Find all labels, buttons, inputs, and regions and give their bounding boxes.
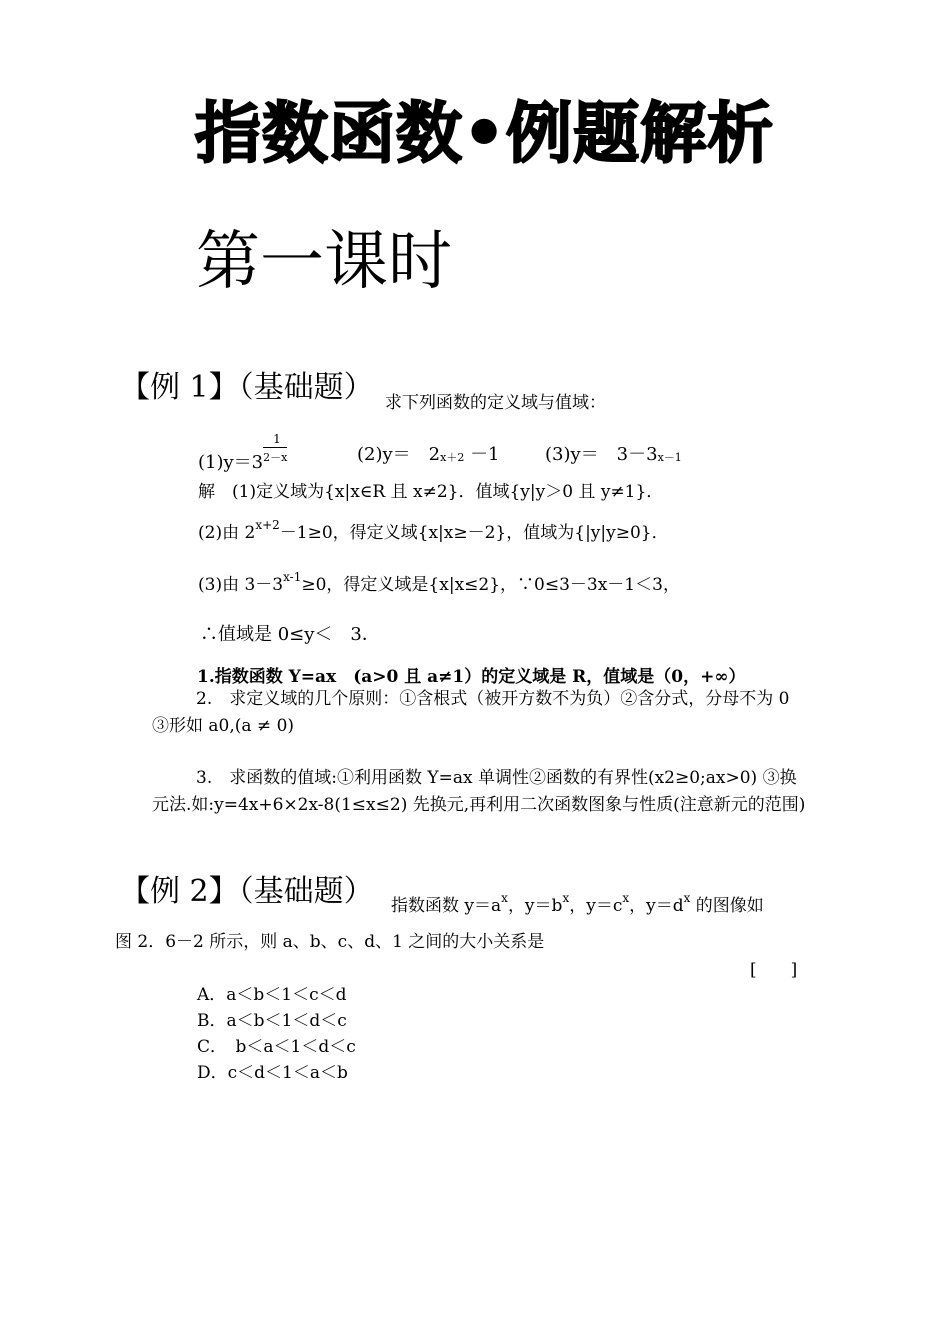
solution-line-1: 解 (1)定义域为{x|x∈R 且 x≠2}．值域{y|y＞0 且 y≠1}． — [198, 482, 664, 502]
example-2-question-line-2: 图 2．6－2 所示，则 a、b、c、d、1 之间的大小关系是 — [115, 932, 545, 952]
q-c: ，y＝c — [569, 896, 623, 916]
note-3: 3. 求函数的值域:①利用函数 Y=ax 单调性②函数的有界性(x2≥0;ax>0) ③换元法.如:y=4x+6×2x-8(1≤x≤2) 先换元,再利用二次函数图象与性质(注意新元的范围) — [152, 768, 806, 815]
option-a: A．a＜b＜1＜c＜d — [197, 985, 347, 1005]
page-title: 指数函数•例题解析 — [195, 95, 775, 172]
example-2-heading: 【例 2】（基础题） — [120, 874, 374, 909]
function-1-fraction — [263, 432, 289, 464]
lesson-subtitle: 第一课时 — [196, 225, 452, 299]
solution-3-pre: (3)由 3－3 — [198, 575, 284, 595]
option-c: C． b＜a＜1＜d＜c — [197, 1037, 356, 1057]
function-2-base: 2 — [428, 444, 441, 465]
fraction-bar — [263, 447, 287, 448]
solution-2-exponent: x+2 — [255, 518, 280, 532]
solution-line-3 — [198, 570, 680, 595]
function-3-prefix: (3)y＝ — [545, 444, 599, 465]
function-1-prefix: (1)y＝3 — [198, 452, 264, 473]
function-3-exponent: x－1 — [657, 451, 682, 464]
solution-2-pre: (2)由 2 — [198, 523, 256, 543]
q-b: ，y＝b — [507, 896, 563, 916]
function-2 — [357, 440, 500, 466]
solution-line-2 — [198, 518, 669, 543]
option-d: D．c＜d＜1＜a＜b — [197, 1063, 348, 1083]
function-1 — [198, 432, 289, 474]
example-2-question-line-1 — [391, 891, 764, 916]
solution-3-exponent: x-1 — [283, 570, 302, 584]
solution-3-post: ≥0，得定义域是{x|x≤2}，∵0≤3－3x－1＜3， — [301, 575, 680, 595]
solution-2-post: －1≥0，得定义域{x|x≥－2}，值域为{|y|y≥0}． — [279, 523, 669, 543]
example-1-heading: 【例 1】（基础题） — [120, 370, 374, 405]
function-2-suffix: －1 — [470, 444, 500, 465]
function-3-expr: 3－3 — [616, 444, 658, 465]
function-3 — [545, 440, 682, 466]
q-post: 的图像如 — [690, 896, 764, 916]
fraction-denominator: 2－x — [263, 451, 288, 464]
solution-line-4: ∴值域是 0≤y＜ 3． — [200, 624, 380, 645]
note-1: 1.指数函数 Y=ax (a>0 且 a≠1）的定义域是 R，值域是（0，+∞） — [197, 667, 746, 687]
q-a: 指数函数 y＝a — [391, 896, 502, 916]
answer-bracket: [ ] — [750, 960, 798, 980]
exp-x-c: x — [622, 891, 630, 905]
option-b: B．a＜b＜1＜d＜c — [197, 1011, 347, 1031]
function-2-exponent: x＋2 — [440, 451, 465, 464]
note-2: 2. 求定义域的几个原则：①含根式（被开方数不为负）②含分式，分母不为 0 ③形如 a0,(a ≠ 0) — [152, 689, 790, 736]
example-1-question: 求下列函数的定义域与值域： — [385, 393, 606, 413]
function-2-prefix: (2)y＝ — [357, 444, 411, 465]
exp-x-a: x — [501, 891, 508, 905]
fraction-numerator: 1 — [273, 432, 281, 446]
exp-x-d: x — [683, 891, 691, 905]
q-d: ，y＝d — [629, 896, 684, 916]
exp-x-b: x — [562, 891, 570, 905]
